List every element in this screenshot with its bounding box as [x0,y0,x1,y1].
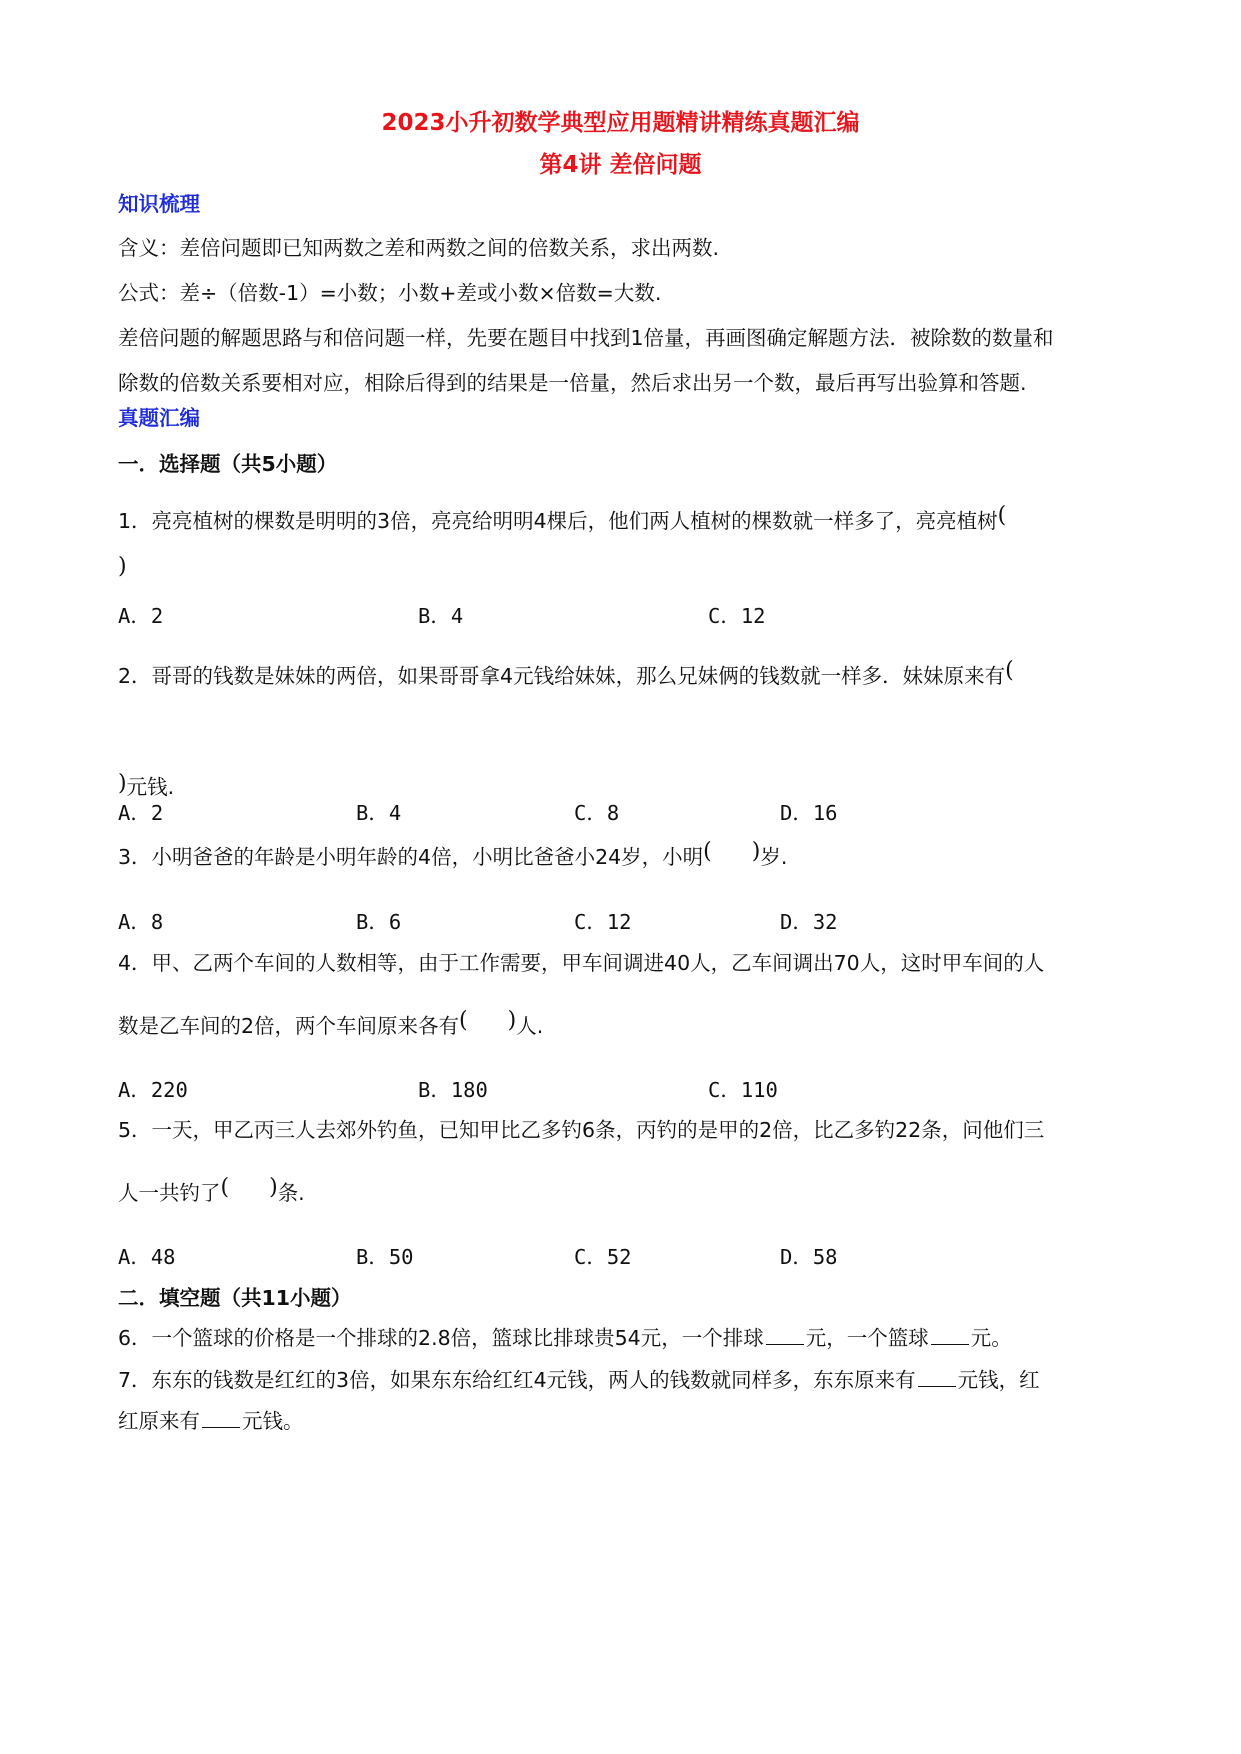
formula-line: 公式：差÷（倍数-1）=小数；小数+差或小数×倍数=大数. [118,281,662,305]
q4-option-c[interactable]: C．110 [708,1078,778,1102]
question-7-text-line2b: 元钱。 [242,1409,304,1433]
answer-paren-open: ( [997,503,1007,528]
question-5-line-1: 5．一天，甲乙丙三人去郊外钓鱼，已知甲比乙多钓6条，丙钓的是甲的2倍，比乙多钓22条，问他们三 [118,1118,1045,1142]
q2-option-b[interactable]: B．4 [356,801,402,825]
meaning-line: 含义：差倍问题即已知两数之差和两数之间的倍数关系，求出两数. [118,236,720,260]
q1-option-a[interactable]: A．2 [118,604,164,628]
answer-paren-open: ( [1005,658,1014,683]
question-3 [118,839,788,872]
answer-blank[interactable] [931,1326,969,1345]
q2-option-d[interactable]: D．16 [780,801,838,825]
q4-option-b[interactable]: B．180 [418,1078,488,1102]
question-4-text: 数是乙车间的2倍，两个车间原来各有 [118,1014,460,1038]
question-7-text-line2a: 红原来有 [118,1409,200,1433]
question-1-text: 1．亮亮植树的棵数是明明的3倍，亮亮给明明4棵后，他们两人植树的棵数就一样多了，亮亮植树 [118,509,998,533]
method-line-2: 除数的倍数关系要相对应，相除后得到的结果是一倍量，然后求出另一个数，最后再写出验算和答题. [118,371,1027,395]
question-7-text-a: 7．东东的钱数是红红的3倍，如果东东给红红4元钱，两人的钱数就同样多，东东原来有 [118,1368,916,1392]
knowledge-heading: 知识梳理 [118,192,200,216]
q3-option-b[interactable]: B．6 [356,910,402,934]
q1-option-c[interactable]: C．12 [708,604,766,628]
q5-option-c[interactable]: C．52 [574,1245,632,1269]
answer-paren-open: ( [220,1175,230,1200]
section-choice-heading: 一．选择题（共5小题） [118,452,338,476]
question-3-tail: 岁. [760,845,788,869]
question-5-text: 人一共钓了 [118,1181,221,1205]
q2-option-c[interactable]: C．8 [574,801,620,825]
question-6 [118,1324,1012,1352]
question-2-tail [118,773,174,802]
lesson-subtitle: 第4讲 差倍问题 [539,152,702,178]
answer-blank[interactable] [766,1326,804,1345]
answer-paren-close: ) [507,1008,517,1033]
answer-paren-open: ( [459,1008,468,1033]
answer-blank[interactable] [918,1368,956,1387]
answer-paren-close: ) [269,1175,278,1200]
document-title: 2023小升初数学典型应用题精讲精练真题汇编 [381,110,860,136]
question-1-close [118,556,127,585]
section-fill-heading: 二．填空题（共11小题） [118,1286,352,1310]
q3-option-d[interactable]: D．32 [780,910,838,934]
q3-option-c[interactable]: C．12 [574,910,632,934]
q5-option-a[interactable]: A．48 [118,1245,176,1269]
answer-paren-close: ) [118,554,127,579]
exam-heading: 真题汇编 [118,406,200,430]
question-3-text: 3．小明爸爸的年龄是小明年龄的4倍，小明比爸爸小24岁，小明 [118,845,704,869]
question-2-tail-text: 元钱. [126,775,175,799]
answer-blank[interactable] [202,1409,240,1428]
question-4-line-2 [118,1008,544,1041]
q2-option-a[interactable]: A．2 [118,801,164,825]
question-6-text-b: 元，一个篮球 [805,1326,929,1350]
question-5-tail: 条. [277,1181,305,1205]
answer-paren-open: ( [703,839,712,864]
question-6-text-a: 6．一个篮球的价格是一个排球的2.8倍，篮球比排球贵54元，一个排球 [118,1326,764,1350]
answer-paren-close: ) [751,839,761,864]
question-2-text: 2．哥哥的钱数是妹妹的两倍，如果哥哥拿4元钱给妹妹，那么兄妹俩的钱数就一样多．妹妹原来有 [118,664,1006,688]
question-4-line-1: 4．甲、乙两个车间的人数相等，由于工作需要，甲车间调进40人，乙车间调出70人，这时甲车间的人 [118,951,1045,975]
q5-option-d[interactable]: D．58 [780,1245,838,1269]
question-7-text-b: 元钱，红 [957,1368,1040,1392]
q5-option-b[interactable]: B．50 [356,1245,414,1269]
question-7-line-1 [118,1366,1040,1394]
q1-option-b[interactable]: B．4 [418,604,464,628]
question-7-line-2 [118,1407,304,1435]
q4-option-a[interactable]: A．220 [118,1078,188,1102]
q3-option-a[interactable]: A．8 [118,910,164,934]
answer-paren-close: ) [118,771,127,796]
question-6-text-c: 元。 [970,1326,1012,1350]
question-1 [118,503,1007,536]
method-line-1: 差倍问题的解题思路与和倍问题一样，先要在题目中找到1倍量，再画图确定解题方法．被除数的数量和 [118,326,1054,350]
question-4-tail: 人. [516,1014,544,1038]
question-5-line-2 [118,1175,305,1208]
question-2 [118,658,1014,691]
